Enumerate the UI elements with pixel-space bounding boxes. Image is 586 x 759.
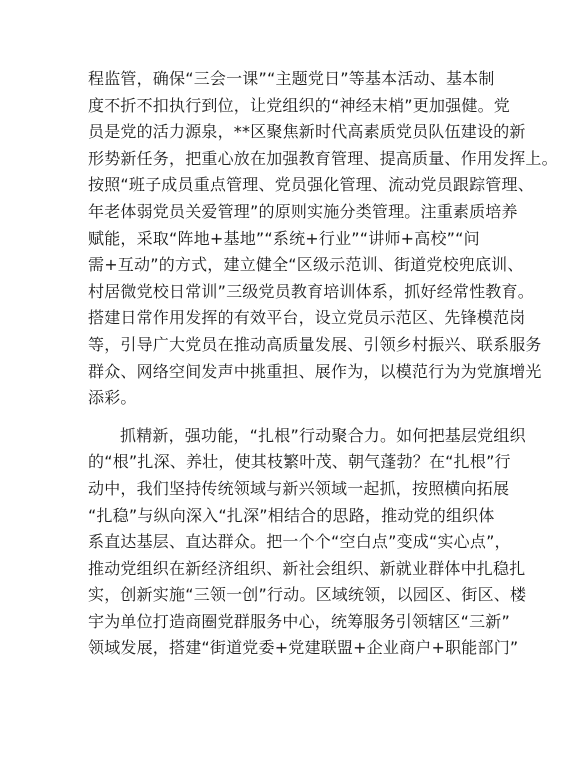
paragraph-rooting-action (88, 423, 527, 662)
text-line: 系直达基层、直达群众。把一个个“空白点”变成“实心点”， (88, 532, 511, 552)
text-line: 度不折不扣执行到位，让党组织的“神经末梢”更加强健。党 (88, 95, 510, 115)
text-line: 等，引导广大党员在推动高质量发展、引领乡村振兴、联系服务 (88, 334, 542, 354)
text-line: 领域发展，搭建“街道党委+党建联盟+企业商户+职能部门” (88, 638, 519, 658)
text-line: 推动党组织在新经济组织、新社会组织、新就业群体中扎稳扎 (88, 558, 526, 578)
text-line: 员是党的活力源泉，**区聚焦新时代高素质党员队伍建设的新 (88, 122, 526, 142)
text-line: 年老体弱党员关爱管理”的原则实施分类管理。注重素质培养 (88, 201, 518, 221)
text-line: 的“根”扎深、养壮，使其枝繁叶茂、朝气蓬勃？在“扎根”行 (88, 452, 511, 472)
text-line: 添彩。 (88, 388, 137, 408)
text-line: 宇为单位打造商圈党群服务中心，统筹服务引领辖区“三新” (88, 611, 510, 631)
text-line: 抓精新，强功能，“扎根”行动聚合力。如何把基层党组织 (120, 425, 526, 445)
paragraph-party-education (88, 66, 558, 412)
text-line: 形势新任务，把重心放在加强教育管理、提高质量、作用发挥上。 (88, 148, 558, 168)
text-line: 村居微党校日常训”三级党员教育培训体系，抓好经常性教育。 (88, 281, 534, 301)
text-line: 实，创新实施“三领一创”行动。区域统领，以园区、街区、楼 (88, 585, 527, 605)
text-line: 群众、网络空间发声中挑重担、展作为，以模范行为为党旗增光 (88, 361, 542, 381)
text-line: “扎稳”与纵向深入“扎深”相结合的思路，推动党的组织体 (88, 505, 495, 525)
document-page (88, 66, 558, 662)
text-line: 程监管，确保“三会一课”“主题党日”等基本活动、基本制 (88, 69, 495, 88)
text-line: 需+互动”的方式，建立健全“区级示范训、街道党校兜底训、 (88, 255, 524, 275)
text-line: 搭建日常作用发挥的有效平台，设立党员示范区、先锋模范岗 (88, 308, 526, 328)
text-line: 按照“班子成员重点管理、党员强化管理、流动党员跟踪管理、 (88, 175, 534, 195)
text-line: 动中，我们坚持传统领域与新兴领域一起抓，按照横向拓展 (88, 478, 510, 498)
text-line: 赋能，采取“阵地+基地”“系统+行业”“讲师+高校”“问 (88, 228, 480, 248)
